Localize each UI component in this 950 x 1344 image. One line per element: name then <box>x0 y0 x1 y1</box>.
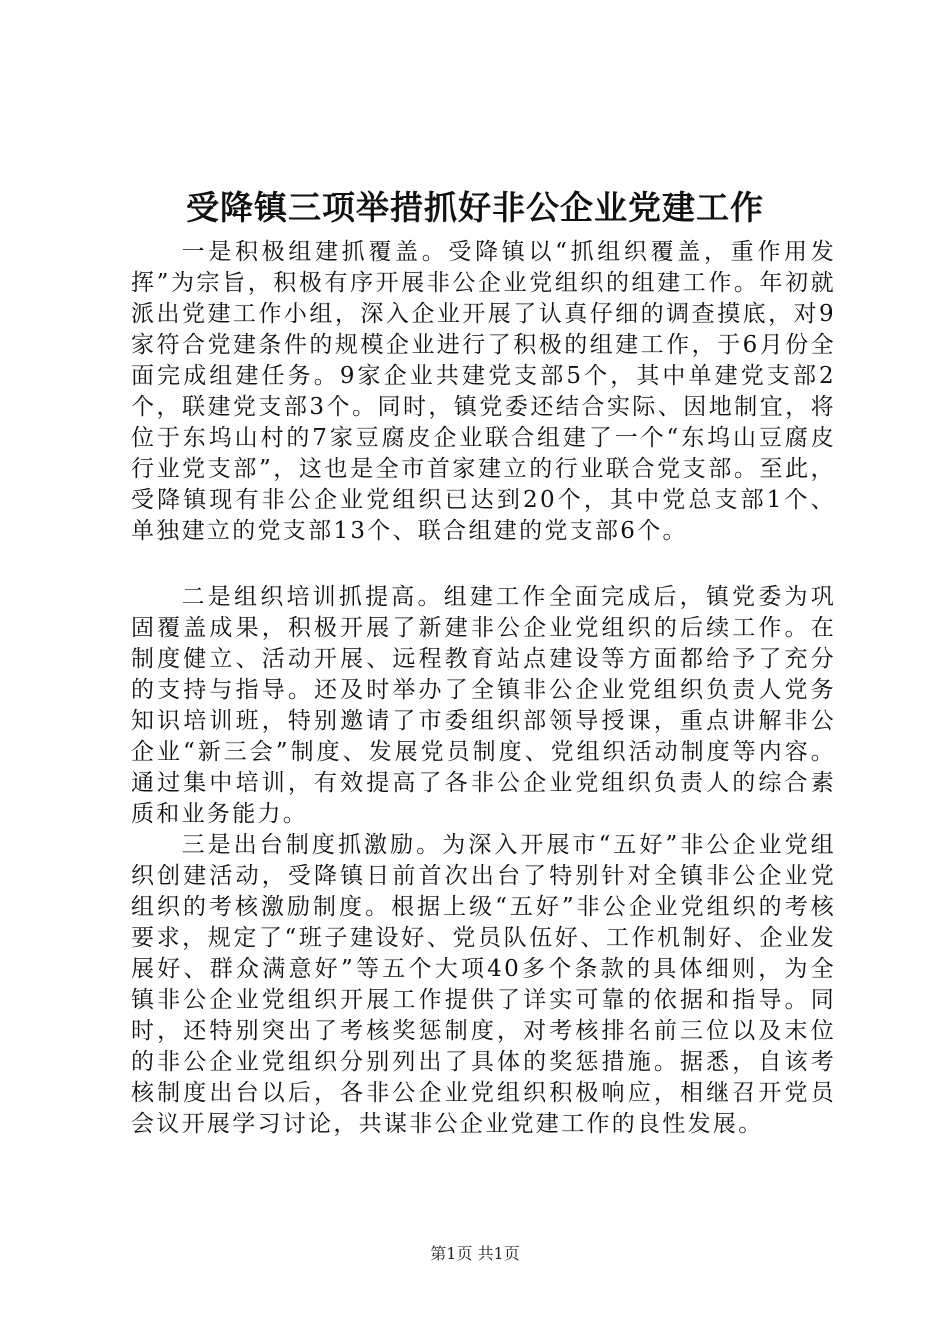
paragraph-3: 三是出台制度抓激励。为深入开展市“五好”非公企业党组织创建活动，受降镇日前首次出台了特别针对全镇非公企业党组织的考核激励制度。根据上级“五好”非公企业党组织的考核要求，规定了“班子建设好、党员队伍好、工作机制好、企业发展好、群众满意好”等五个大项40多个条款的具体细则，为全镇非公企业党组织开展工作提供了详实可靠的依据和指导。同时，还特别突出了考核奖惩制度，对考核排名前三位以及末位的非公企业党组织分别列出了具体的奖惩措施。据悉，自该考核制度出台以后，各非公企业党组织积极响应，相继召开党员会议开展学习讨论，共谋非公企业党建工作的良性发展。 <box>131 832 836 1137</box>
paragraph-2: 二是组织培训抓提高。组建工作全面完成后，镇党委为巩固覆盖成果，积极开展了新建非公企业党组织的后续工作。在制度健立、活动开展、远程教育站点建设等方面都给予了充分的支持与指导。还及时举办了全镇非公企业党组织负责人党务知识培训班，特别邀请了市委组织部领导授课，重点讲解非公企业“新三会”制度、发展党员制度、党组织活动制度等内容。通过集中培训，有效提高了各非公企业党组织负责人的综合素质和业务能力。 <box>131 584 836 827</box>
paragraph-1: 一是积极组建抓覆盖。受降镇以“抓组织覆盖，重作用发挥”为宗旨，积极有序开展非公企业党组织的组建工作。年初就派出党建工作小组，深入企业开展了认真仔细的调查摸底，对9家符合党建条件的规模企业进行了积极的组建工作，于6月份全面完成组建任务。9家企业共建党支部5个，其中单建党支部2个，联建党支部3个。同时，镇党委还结合实际、因地制宜，将位于东坞山村的7家豆腐皮企业联合组建了一个“东坞山豆腐皮行业党支部”，这也是全市首家建立的行业联合党支部。至此，受降镇现有非公企业党组织已达到20个，其中党总支部1个、单独建立的党支部13个、联合组建的党支部6个。 <box>131 239 836 544</box>
document-body <box>131 237 836 1140</box>
document-title: 受降镇三项举措抓好非公企业党建工作 <box>186 188 764 227</box>
page-number-footer: 第1页 共1页 <box>430 1244 520 1263</box>
